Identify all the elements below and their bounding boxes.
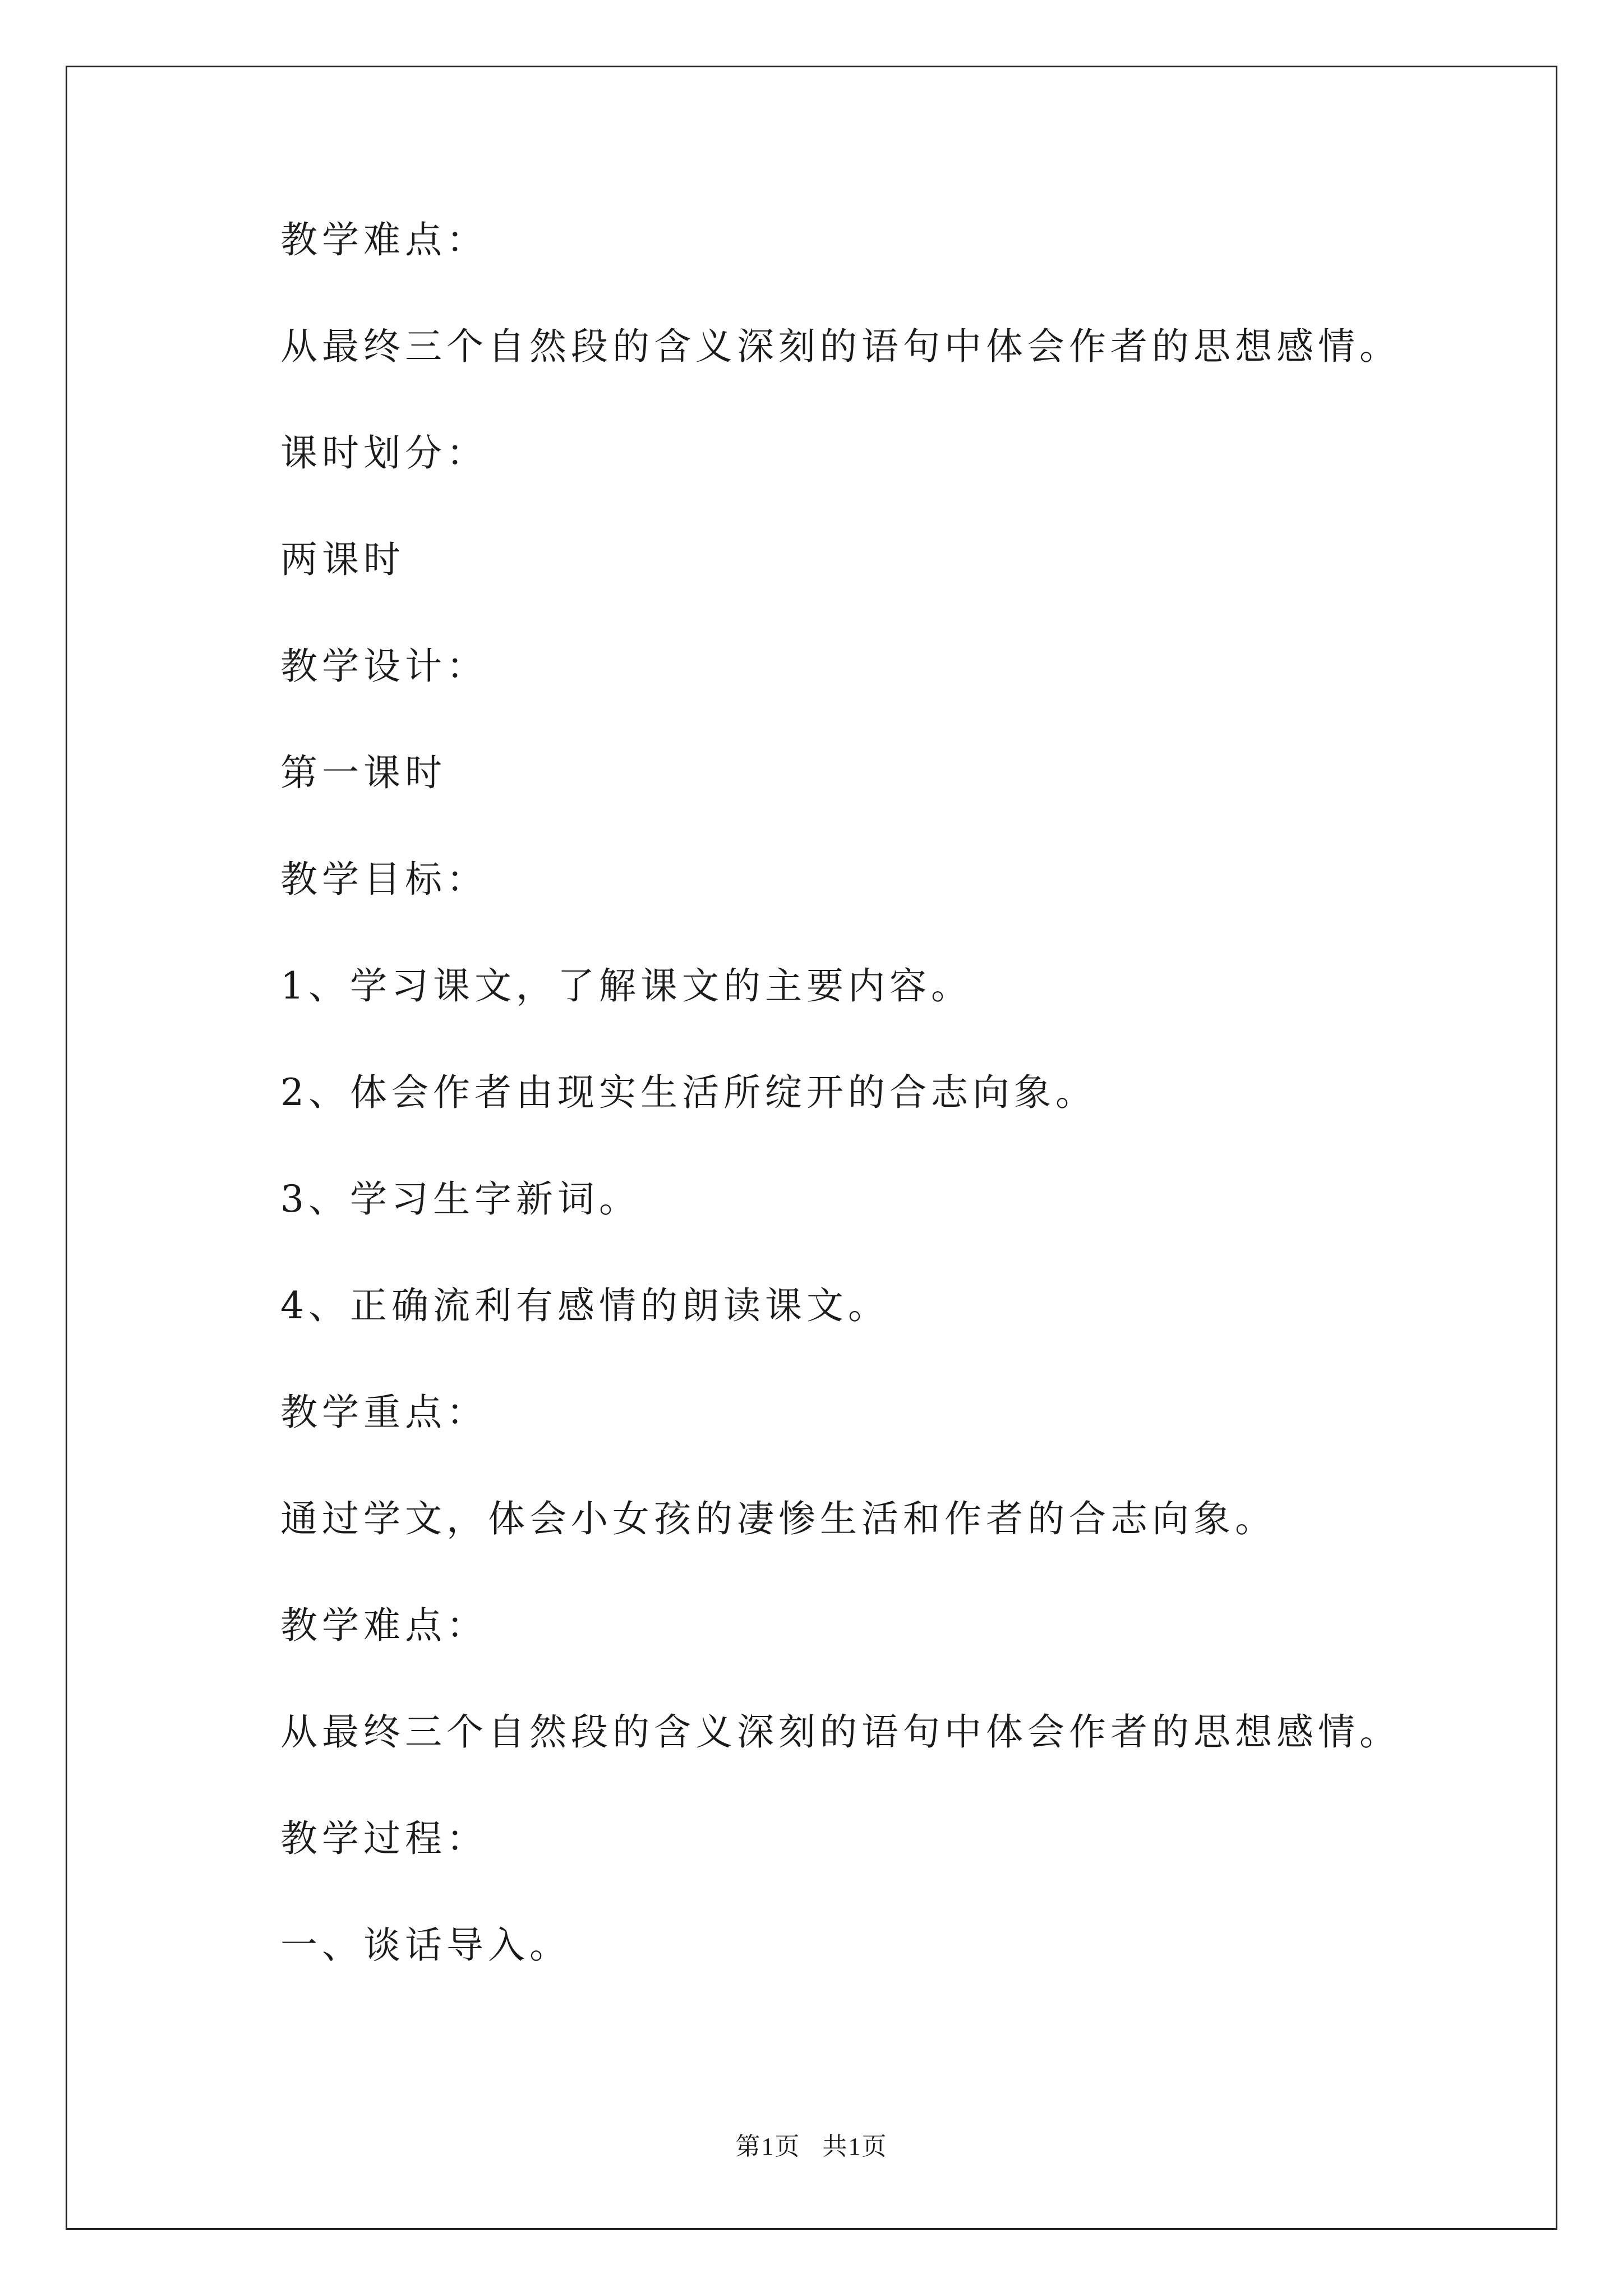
heading-design: 教学设计： [280,645,488,688]
objective-item: 1、学习课文，了解课文的主要内容。 [280,964,972,1007]
heading-key-points: 教学重点： [280,1391,488,1434]
heading-difficulty: 教学难点： [280,1604,488,1647]
objective-item: 2、体会作者由现实生活所绽开的合志向象。 [280,1071,1097,1114]
objective-item: 3、学习生字新词。 [280,1177,640,1221]
paragraph-difficulty: 从最终三个自然段的含义深刻的语句中体会作者的思想感情。 [280,1710,1401,1754]
paragraph-schedule: 两课时 [280,538,405,581]
page-number-footer: 第1页 共1页 [735,2133,888,2160]
heading-difficulty: 教学难点： [280,218,488,261]
document-body [280,213,1458,2025]
heading-objectives: 教学目标： [280,858,488,901]
paragraph-key-points: 通过学文，体会小女孩的凄惨生活和作者的合志向象。 [280,1497,1276,1540]
lesson-title: 第一课时 [280,751,446,794]
paragraph-difficulty: 从最终三个自然段的含义深刻的语句中体会作者的思想感情。 [280,325,1401,368]
process-step: 一、谈话导入。 [280,1924,571,1967]
objective-item: 4、正确流利有感情的朗读课文。 [280,1284,889,1327]
heading-process: 教学过程： [280,1817,488,1860]
heading-schedule: 课时划分： [280,431,488,475]
